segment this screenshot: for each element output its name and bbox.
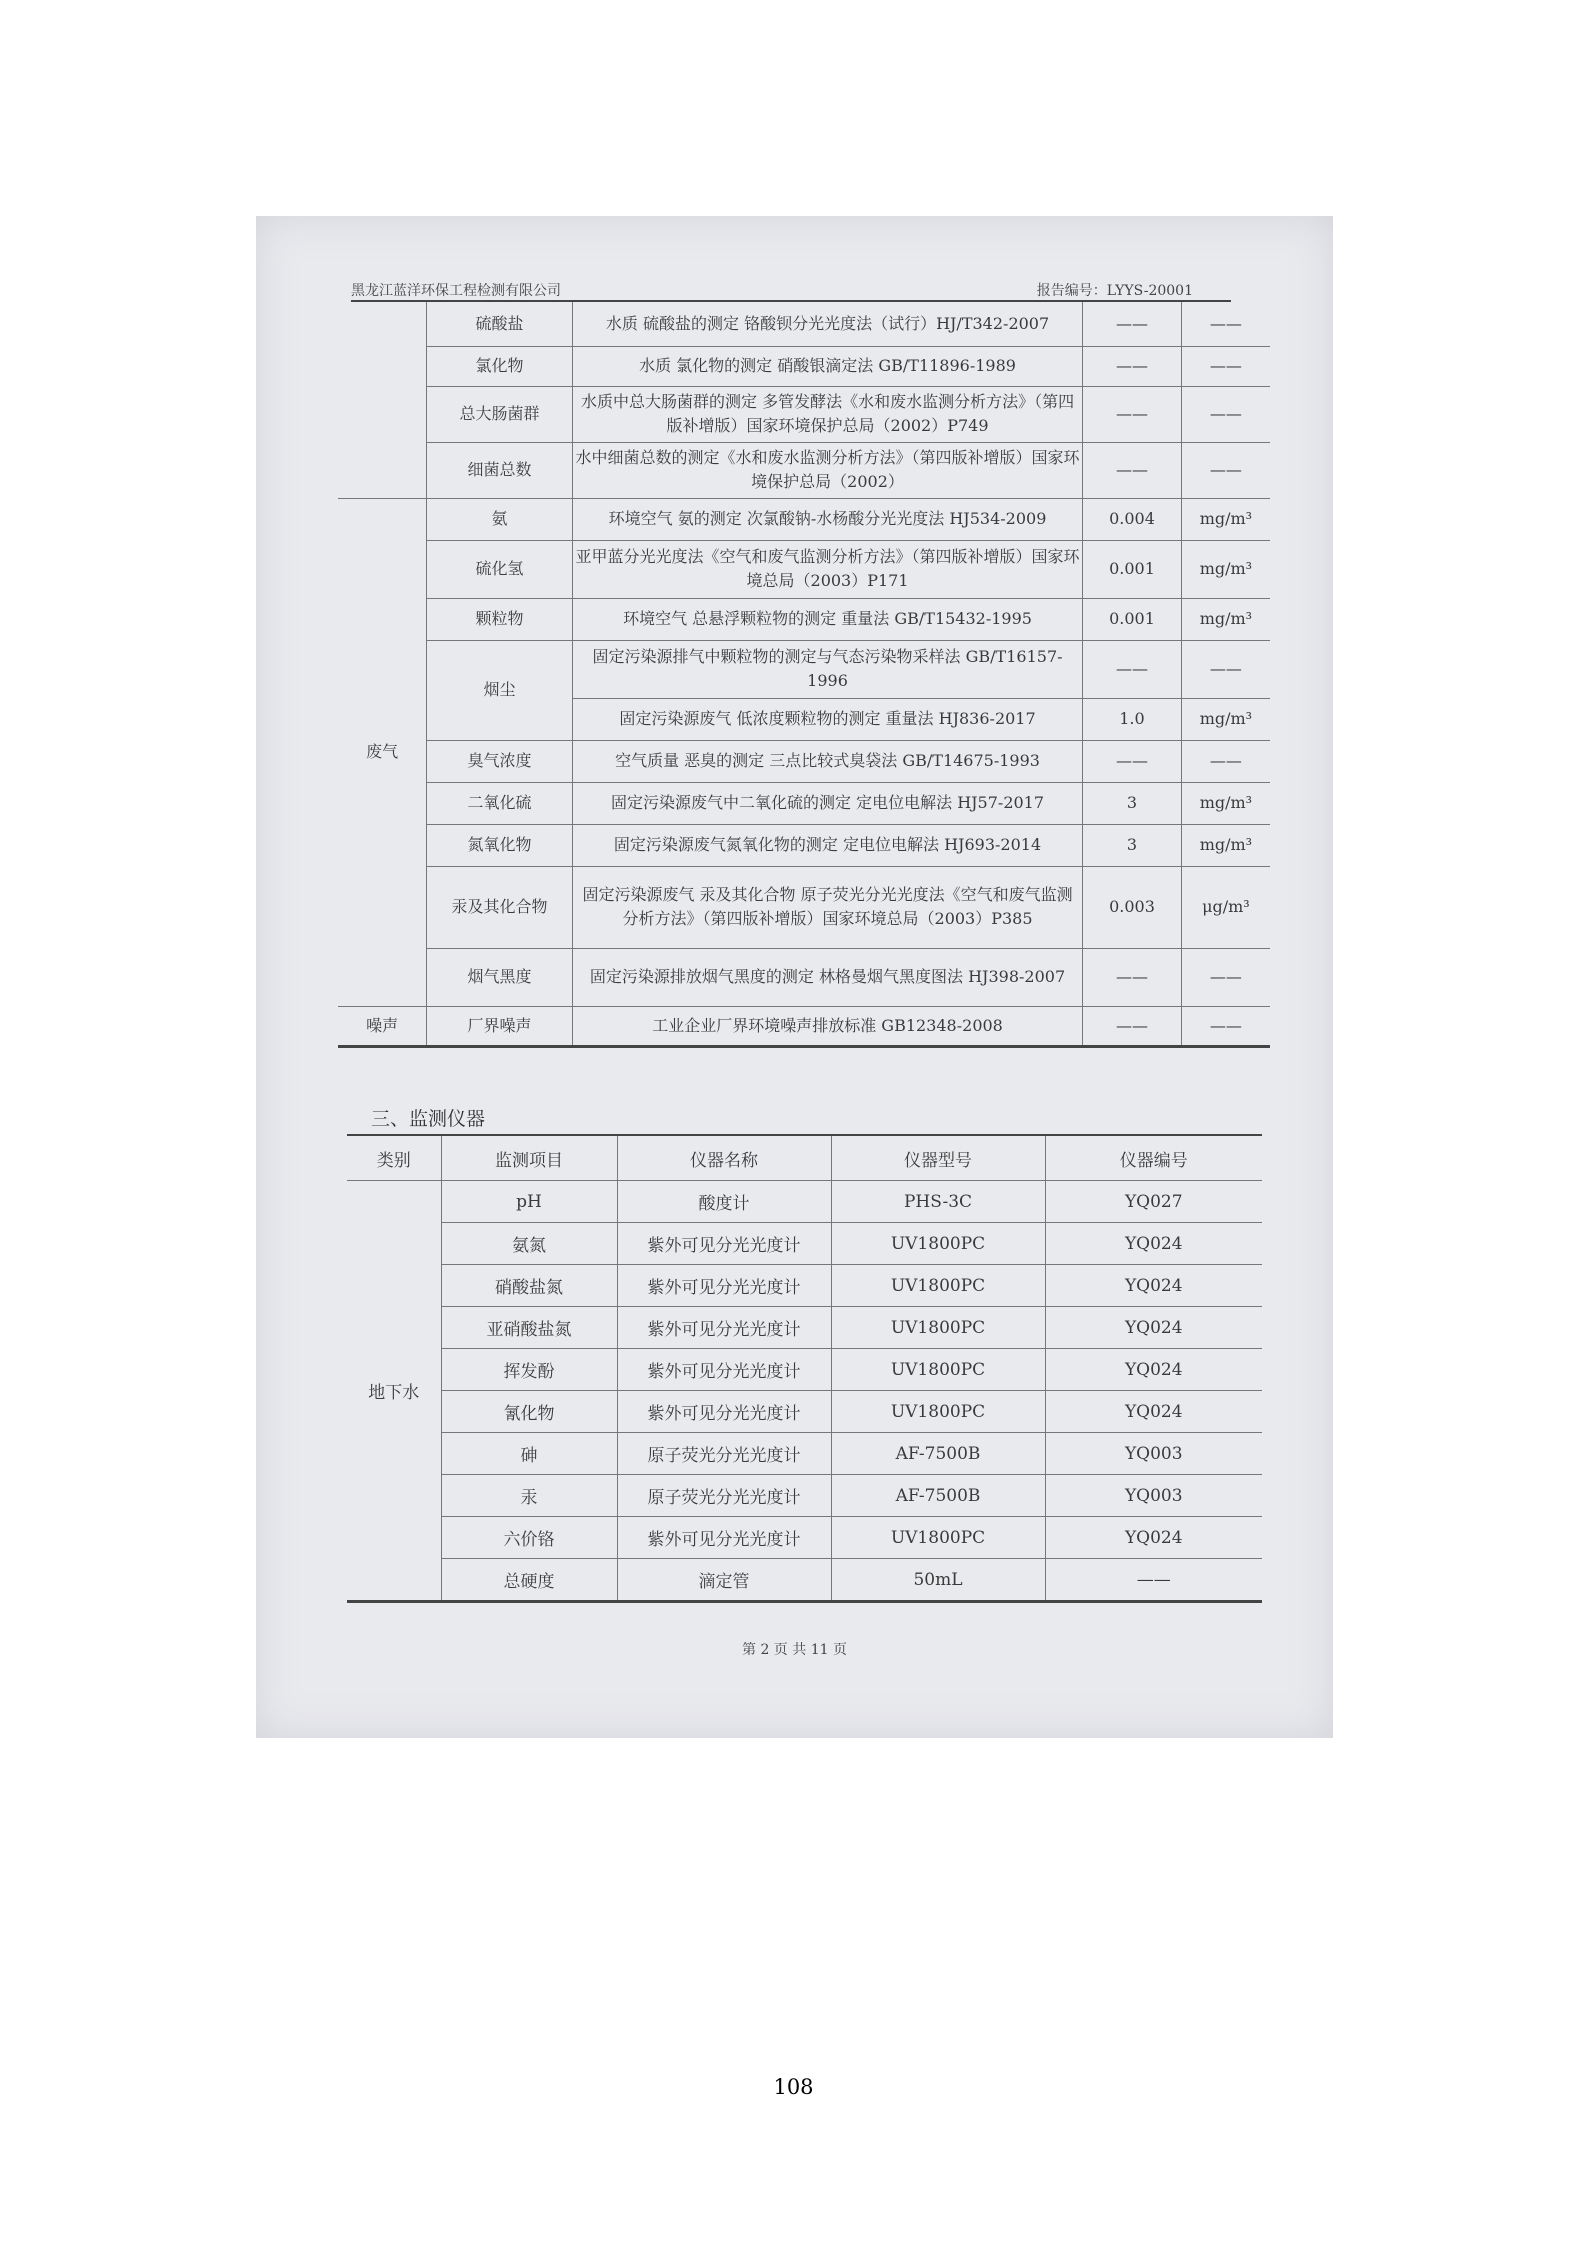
instrument-name-cell: 紫外可见分光光度计 <box>617 1391 831 1433</box>
table-row <box>347 1349 1262 1391</box>
table-row <box>347 1559 1262 1602</box>
column-header: 仪器名称 <box>617 1135 831 1181</box>
serial-cell: YQ024 <box>1045 1391 1262 1433</box>
item-cell: 汞 <box>441 1475 617 1517</box>
model-cell: UV1800PC <box>831 1349 1045 1391</box>
unit-cell: —— <box>1181 640 1270 698</box>
scanned-report-page <box>256 216 1333 1738</box>
category-cell: 地下水 <box>347 1181 441 1602</box>
unit-cell: —— <box>1181 740 1270 782</box>
table-row <box>347 1433 1262 1475</box>
table-row <box>338 346 1270 386</box>
item-cell: 硫酸盐 <box>427 302 573 346</box>
method-cell: 固定污染源废气 汞及其化合物 原子荧光分光光度法《空气和废气监测分析方法》（第四版补增版）国家环境总局（2003）P385 <box>572 866 1082 948</box>
category-cell: 噪声 <box>338 1006 427 1046</box>
report-number: 报告编号：LYYS-20001 <box>1036 283 1193 299</box>
company-name: 黑龙江蓝洋环保工程检测有限公司 <box>351 283 561 299</box>
instrument-name-cell: 酸度计 <box>617 1181 831 1223</box>
serial-cell: YQ003 <box>1045 1475 1262 1517</box>
method-cell: 环境空气 氨的测定 次氯酸钠-水杨酸分光光度法 HJ534-2009 <box>572 498 1082 540</box>
unit-cell: mg/m³ <box>1181 598 1270 640</box>
unit-cell: —— <box>1181 302 1270 346</box>
item-cell: 二氧化硫 <box>427 782 573 824</box>
limit-cell: —— <box>1083 346 1182 386</box>
method-cell: 亚甲蓝分光光度法《空气和废气监测分析方法》（第四版补增版）国家环境总局（2003）P171 <box>572 540 1082 598</box>
table-row <box>338 740 1270 782</box>
column-header: 仪器型号 <box>831 1135 1045 1181</box>
item-cell: 烟尘 <box>427 640 573 740</box>
method-cell: 空气质量 恶臭的测定 三点比较式臭袋法 GB/T14675-1993 <box>572 740 1082 782</box>
model-cell: UV1800PC <box>831 1517 1045 1559</box>
limit-cell: —— <box>1083 640 1182 698</box>
instrument-name-cell: 紫外可见分光光度计 <box>617 1517 831 1559</box>
table-row <box>338 948 1270 1006</box>
unit-cell: —— <box>1181 948 1270 1006</box>
table-row <box>347 1307 1262 1349</box>
limit-cell: —— <box>1083 740 1182 782</box>
instrument-name-cell: 紫外可见分光光度计 <box>617 1307 831 1349</box>
unit-cell: μg/m³ <box>1181 866 1270 948</box>
page-number: 108 <box>773 2075 814 2099</box>
instrument-name-cell: 原子荧光分光光度计 <box>617 1475 831 1517</box>
table-row <box>347 1223 1262 1265</box>
method-cell: 水质 硫酸盐的测定 铬酸钡分光光度法（试行）HJ/T342-2007 <box>572 302 1082 346</box>
method-cell: 固定污染源废气中二氧化硫的测定 定电位电解法 HJ57-2017 <box>572 782 1082 824</box>
unit-cell: —— <box>1181 442 1270 498</box>
item-cell: 砷 <box>441 1433 617 1475</box>
model-cell: UV1800PC <box>831 1391 1045 1433</box>
limit-cell: 3 <box>1083 824 1182 866</box>
table-row <box>338 598 1270 640</box>
method-cell: 固定污染源排气中颗粒物的测定与气态污染物采样法 GB/T16157-1996 <box>572 640 1082 698</box>
model-cell: 50mL <box>831 1559 1045 1602</box>
item-cell: 挥发酚 <box>441 1349 617 1391</box>
model-cell: UV1800PC <box>831 1307 1045 1349</box>
method-cell: 工业企业厂界环境噪声排放标准 GB12348-2008 <box>572 1006 1082 1046</box>
table-row <box>338 498 1270 540</box>
item-cell: 氯化物 <box>427 346 573 386</box>
item-cell: 臭气浓度 <box>427 740 573 782</box>
method-cell: 环境空气 总悬浮颗粒物的测定 重量法 GB/T15432-1995 <box>572 598 1082 640</box>
column-header: 监测项目 <box>441 1135 617 1181</box>
method-cell: 水质中总大肠菌群的测定 多管发酵法《水和废水监测分析方法》（第四版补增版）国家环境保护总局（2002）P749 <box>572 386 1082 442</box>
serial-cell: —— <box>1045 1559 1262 1602</box>
limit-cell: 0.004 <box>1083 498 1182 540</box>
limit-cell: —— <box>1083 1006 1182 1046</box>
table-row <box>338 442 1270 498</box>
item-cell: pH <box>441 1181 617 1223</box>
section-title: 三、监测仪器 <box>371 1108 486 1130</box>
unit-cell: —— <box>1181 386 1270 442</box>
unit-cell: mg/m³ <box>1181 824 1270 866</box>
model-cell: PHS-3C <box>831 1181 1045 1223</box>
limit-cell: —— <box>1083 442 1182 498</box>
item-cell: 细菌总数 <box>427 442 573 498</box>
limit-cell: 0.001 <box>1083 540 1182 598</box>
table-row <box>338 782 1270 824</box>
serial-cell: YQ027 <box>1045 1181 1262 1223</box>
item-cell: 汞及其化合物 <box>427 866 573 948</box>
method-cell: 固定污染源废气氮氧化物的测定 定电位电解法 HJ693-2014 <box>572 824 1082 866</box>
serial-cell: YQ003 <box>1045 1433 1262 1475</box>
model-cell: UV1800PC <box>831 1223 1045 1265</box>
item-cell: 厂界噪声 <box>427 1006 573 1046</box>
item-cell: 氨氮 <box>441 1223 617 1265</box>
table-row <box>347 1181 1262 1223</box>
table-row <box>347 1265 1262 1307</box>
method-table <box>338 302 1270 1048</box>
instrument-table <box>347 1134 1262 1603</box>
serial-cell: YQ024 <box>1045 1517 1262 1559</box>
item-cell: 烟气黑度 <box>427 948 573 1006</box>
page-indicator: 第 2 页 共 11 页 <box>742 1642 847 1658</box>
unit-cell: mg/m³ <box>1181 698 1270 740</box>
serial-cell: YQ024 <box>1045 1265 1262 1307</box>
method-cell: 水中细菌总数的测定《水和废水监测分析方法》（第四版补增版）国家环境保护总局（2002） <box>572 442 1082 498</box>
item-cell: 颗粒物 <box>427 598 573 640</box>
table-row <box>347 1475 1262 1517</box>
unit-cell: —— <box>1181 1006 1270 1046</box>
unit-cell: mg/m³ <box>1181 498 1270 540</box>
column-header: 类别 <box>347 1135 441 1181</box>
limit-cell: 1.0 <box>1083 698 1182 740</box>
item-cell: 亚硝酸盐氮 <box>441 1307 617 1349</box>
header-row <box>347 1135 1262 1181</box>
table-row <box>338 302 1270 346</box>
item-cell: 六价铬 <box>441 1517 617 1559</box>
limit-cell: 0.001 <box>1083 598 1182 640</box>
instrument-name-cell: 紫外可见分光光度计 <box>617 1223 831 1265</box>
instrument-name-cell: 原子荧光分光光度计 <box>617 1433 831 1475</box>
unit-cell: mg/m³ <box>1181 540 1270 598</box>
serial-cell: YQ024 <box>1045 1349 1262 1391</box>
instrument-name-cell: 紫外可见分光光度计 <box>617 1349 831 1391</box>
limit-cell: 3 <box>1083 782 1182 824</box>
table-row <box>338 540 1270 598</box>
method-cell: 固定污染源废气 低浓度颗粒物的测定 重量法 HJ836-2017 <box>572 698 1082 740</box>
column-header: 仪器编号 <box>1045 1135 1262 1181</box>
method-cell: 固定污染源排放烟气黑度的测定 林格曼烟气黑度图法 HJ398-2007 <box>572 948 1082 1006</box>
instrument-name-cell: 紫外可见分光光度计 <box>617 1265 831 1307</box>
limit-cell: 0.003 <box>1083 866 1182 948</box>
item-cell: 硝酸盐氮 <box>441 1265 617 1307</box>
table-row <box>338 386 1270 442</box>
item-cell: 总硬度 <box>441 1559 617 1602</box>
item-cell: 总大肠菌群 <box>427 386 573 442</box>
model-cell: AF-7500B <box>831 1475 1045 1517</box>
table-row <box>338 824 1270 866</box>
table-row <box>347 1517 1262 1559</box>
model-cell: UV1800PC <box>831 1265 1045 1307</box>
method-cell: 水质 氯化物的测定 硝酸银滴定法 GB/T11896-1989 <box>572 346 1082 386</box>
limit-cell: —— <box>1083 948 1182 1006</box>
table-row <box>338 640 1270 698</box>
unit-cell: —— <box>1181 346 1270 386</box>
item-cell: 氰化物 <box>441 1391 617 1433</box>
instrument-name-cell: 滴定管 <box>617 1559 831 1602</box>
table-row <box>338 1006 1270 1046</box>
limit-cell: —— <box>1083 386 1182 442</box>
category-cell: 废气 <box>338 498 427 1006</box>
report-header <box>351 278 1231 302</box>
serial-cell: YQ024 <box>1045 1223 1262 1265</box>
item-cell: 氨 <box>427 498 573 540</box>
serial-cell: YQ024 <box>1045 1307 1262 1349</box>
model-cell: AF-7500B <box>831 1433 1045 1475</box>
table-row <box>347 1391 1262 1433</box>
table-row <box>338 866 1270 948</box>
unit-cell: mg/m³ <box>1181 782 1270 824</box>
item-cell: 氮氧化物 <box>427 824 573 866</box>
item-cell: 硫化氢 <box>427 540 573 598</box>
limit-cell: —— <box>1083 302 1182 346</box>
